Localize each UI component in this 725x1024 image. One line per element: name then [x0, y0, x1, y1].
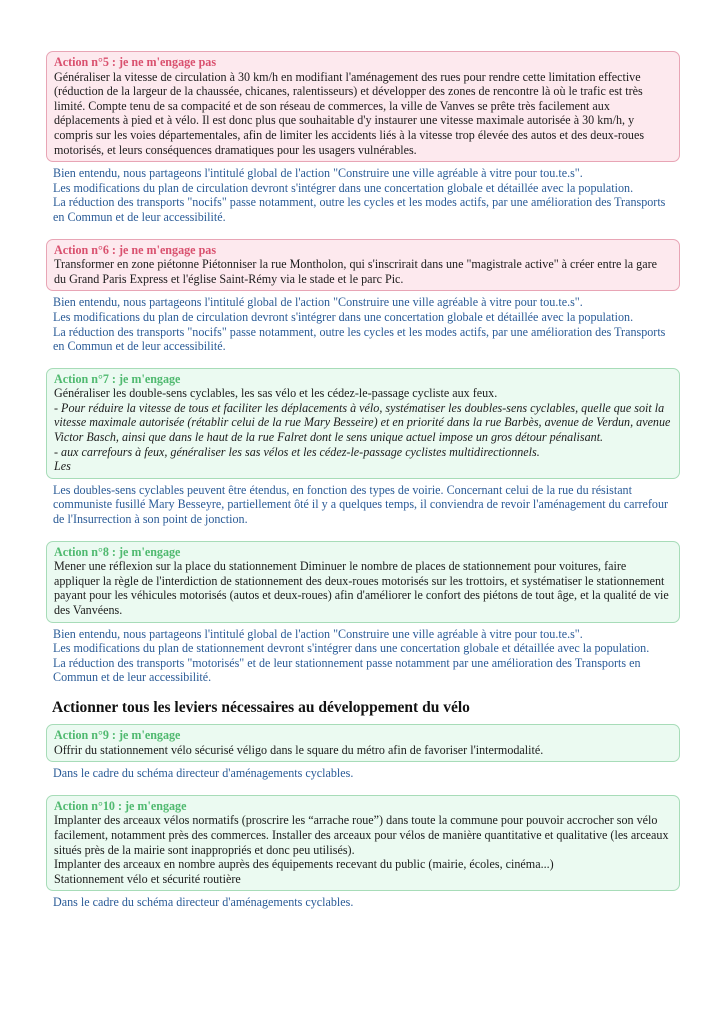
- action-response-8: [46, 623, 680, 685]
- action-detail: - Pour réduire la vitesse de tous et faciliter les déplacements à vélo, systématiser les doubles-sens cyclables, quelle que soit la vitesse maximale autorisée (rétablir celui de la rue Mary Besseire) et en priorité dans la rue Barbès, avenue de Verdun, avenue Victor Basch, ainsi que dans le haut de la rue Falret dont le sens unique actuel impose un gros détour pénalisant.: [54, 400, 671, 445]
- action-title: Action n°10 : je m'engage: [54, 798, 187, 813]
- action-card-9: [46, 724, 680, 762]
- response-line: Les doubles-sens cyclables peuvent être étendus, en fonction des types de voirie. Concernant celui de la rue du résistant communiste fusillé Mary Besseyre, partiellement ôté il y a quelques temps, il conviendra de revoir l'aménagement du carrefour de l'Insurrection à son point de jonction.: [53, 482, 669, 527]
- response-line: Bien entendu, nous partageons l'intitulé global de l'action "Construire une ville agréable à vitre pour tou.te.s".: [53, 626, 583, 641]
- action-title: Action n°8 : je m'engage: [54, 544, 181, 559]
- action-body: Généraliser les double-sens cyclables, les sas vélo et les cédez-le-passage cycliste aux feux.: [54, 386, 498, 401]
- action-title: Action n°9 : je m'engage: [54, 727, 181, 742]
- section-heading: Actionner tous les leviers nécessaires au développement du vélo: [52, 698, 470, 716]
- action-detail: Les: [54, 459, 71, 474]
- action-detail: - aux carrefours à feux, généraliser les sas vélos et les cédez-le-passage cyclistes multidirectionnels.: [54, 444, 540, 459]
- response-line: Les modifications du plan de stationnement devront s'intégrer dans une concertation globale et détaillée avec la population.: [53, 641, 650, 656]
- action-response-10: [46, 891, 680, 910]
- response-line: Dans le cadre du schéma directeur d'aménagements cyclables.: [53, 766, 354, 781]
- action-card-6: [46, 239, 680, 292]
- action-body: Transformer en zone piétonne Piétonniser la rue Montholon, qui s'inscrirait dans une "magistrale active" à créer entre la gare du Grand Paris Express et l'église Saint-Rémy via le stade et le parc Pic.: [54, 257, 657, 286]
- action-response-7: [46, 479, 680, 527]
- action-title: Action n°7 : je m'engage: [54, 371, 181, 386]
- action-body: Offrir du stationnement vélo sécurisé véligo dans le square du métro afin de favoriser l'intermodalité.: [54, 742, 544, 757]
- action-card-5: [46, 51, 680, 162]
- response-line: La réduction des transports "motorisés" et de leur stationnement passe notamment par une amélioration des Transports en Commun et de leur accessibilité.: [53, 655, 641, 685]
- action-card-8: [46, 541, 680, 623]
- response-line: Les modifications du plan de circulation devront s'intégrer dans une concertation globale et détaillée avec la population.: [53, 180, 634, 195]
- action-card-7: [46, 368, 680, 479]
- action-body: Stationnement vélo et sécurité routière: [54, 871, 241, 886]
- action-response-6: [46, 291, 680, 353]
- response-line: La réduction des transports "nocifs" passe notamment, outre les cycles et les modes actifs, par une amélioration des Transports en Commun et de leur accessibilité.: [53, 324, 666, 354]
- action-response-9: [46, 762, 680, 781]
- action-title: Action n°6 : je ne m'engage pas: [54, 242, 217, 257]
- response-line: Les modifications du plan de circulation devront s'intégrer dans une concertation globale et détaillée avec la population.: [53, 309, 634, 324]
- document-page: [46, 51, 680, 910]
- action-response-5: [46, 162, 680, 224]
- response-line: Bien entendu, nous partageons l'intitulé global de l'action "Construire une ville agréable à vitre pour tou.te.s".: [53, 295, 583, 310]
- action-body: Mener une réflexion sur la place du stationnement Diminuer le nombre de places de stationnement pour voitures, faire appliquer la règle de l'interdiction de stationnement des deux-roues motorisés sur les trottoirs, et systématiser le stationnement payant pour les véhicules motorisés (autos et deux-roues) afin d'améliorer le confort des piétons de tout âge, et la qualité de vie des Vanvéens.: [54, 559, 669, 617]
- action-body: Généraliser la vitesse de circulation à 30 km/h en modifiant l'aménagement des rues pour rendre cette limitation effective (réduction de la largeur de la chaussée, chicanes, ralentisseurs) et développer des zones de rencontre là où le trafic est très limité. Compte tenu de sa compacité et de son réseau de commerces, la ville de Vanves se prête très facilement aux déplacements à pied et à vélo. Il est donc plus que souhaitable d'y instaurer une vitesse maximale autorisée à 30 km/h, y compris sur les voies départementales, afin de limiter les accidents liés à la vitesse trop élevée des autos et des deux-roues motorisés, et leurs conséquences dramatiques pour les usagers vulnérables.: [54, 69, 645, 157]
- action-body: Implanter des arceaux en nombre auprès des équipements recevant du public (mairie, écoles, cinéma...): [54, 857, 554, 872]
- action-body: Implanter des arceaux vélos normatifs (proscrire les “arrache roue”) dans toute la commune pour pouvoir accrocher son vélo facilement, notamment près des commerces. Installer des arceaux pour vélos de manière quantitative et qualitative (les arceaux situés près de la mairie sont inappropriés et donc peu utilisés).: [54, 813, 669, 857]
- action-card-10: [46, 795, 680, 892]
- response-line: Bien entendu, nous partageons l'intitulé global de l'action "Construire une ville agréable à vitre pour tou.te.s".: [53, 166, 583, 181]
- action-title: Action n°5 : je ne m'engage pas: [54, 55, 217, 69]
- response-line: La réduction des transports "nocifs" passe notamment, outre les cycles et les modes actifs, par une amélioration des Transports en Commun et de leur accessibilité.: [53, 195, 666, 224]
- response-line: Dans le cadre du schéma directeur d'aménagements cyclables.: [53, 895, 354, 910]
